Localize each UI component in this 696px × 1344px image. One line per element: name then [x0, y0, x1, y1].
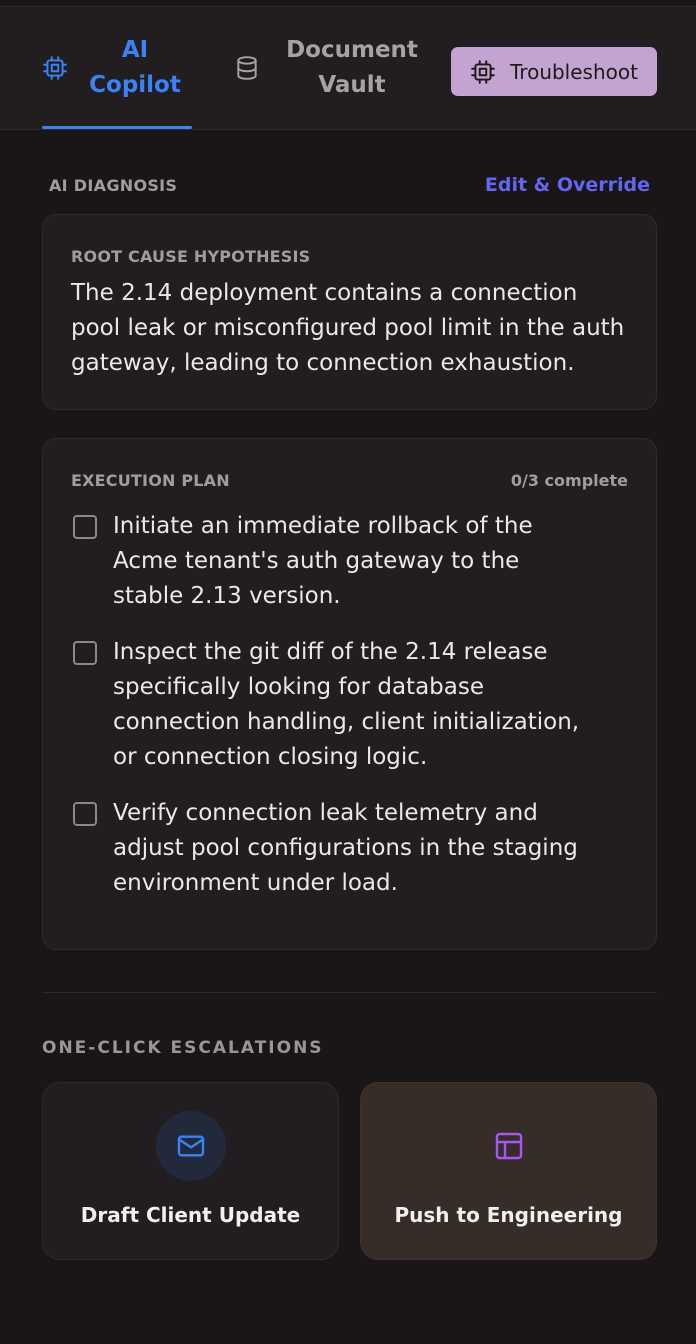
active-tab-indicator	[42, 126, 192, 129]
layout-icon	[493, 1130, 525, 1162]
mail-icon	[175, 1130, 207, 1162]
escalations-title: ONE-CLICK ESCALATIONS	[42, 1038, 324, 1058]
tab-document-vault[interactable]	[234, 7, 434, 129]
plan-header	[71, 471, 628, 493]
escalation-label: Push to Engineering	[394, 1203, 623, 1227]
step-text: Initiate an immediate rollback of the Acme tenant's auth gateway to the stable 2.13 version.	[113, 513, 533, 609]
icon-badge	[156, 1111, 226, 1181]
cpu-icon	[42, 55, 68, 81]
draft-client-update-button[interactable]	[42, 1082, 339, 1260]
troubleshoot-button[interactable]	[451, 47, 657, 96]
plan-step	[71, 635, 628, 775]
tab-label: AI Copilot	[89, 37, 181, 98]
section-divider	[42, 992, 657, 993]
icon-badge	[474, 1111, 544, 1181]
root-cause-card	[42, 214, 657, 410]
tab-label: Document Vault	[286, 37, 418, 98]
section-title: AI DIAGNOSIS	[49, 176, 178, 195]
plan-steps	[71, 509, 628, 901]
plan-step	[71, 796, 628, 901]
step-text: Verify connection leak telemetry and adjust pool configurations in the staging environment under load.	[113, 800, 578, 896]
tab-ai-copilot[interactable]	[42, 7, 192, 129]
plan-progress: 0/3 complete	[510, 471, 628, 490]
database-icon	[234, 55, 260, 81]
root-cause-text: The 2.14 deployment contains a connection pool leak or misconfigured pool limit in the auth gateway, leading to connection exhaustion.	[71, 280, 625, 376]
escalation-label: Draft Client Update	[80, 1203, 301, 1227]
step-checkbox[interactable]	[73, 802, 97, 826]
step-checkbox[interactable]	[73, 515, 97, 539]
root-cause-label: ROOT CAUSE HYPOTHESIS	[71, 247, 311, 266]
troubleshoot-label: Troubleshoot	[510, 59, 638, 84]
step-text: Inspect the git diff of the 2.14 release specifically looking for database connection handling, client initialization, or connection closing logic.	[113, 639, 580, 770]
app-header	[0, 7, 696, 130]
execution-plan-card	[42, 438, 657, 950]
step-checkbox[interactable]	[73, 641, 97, 665]
plan-label: EXECUTION PLAN	[71, 471, 230, 490]
plan-step	[71, 509, 628, 614]
edit-override-link[interactable]: Edit & Override	[484, 174, 650, 196]
diagnosis-header	[49, 176, 650, 200]
cpu-icon	[470, 59, 496, 85]
push-to-engineering-button[interactable]	[360, 1082, 657, 1260]
